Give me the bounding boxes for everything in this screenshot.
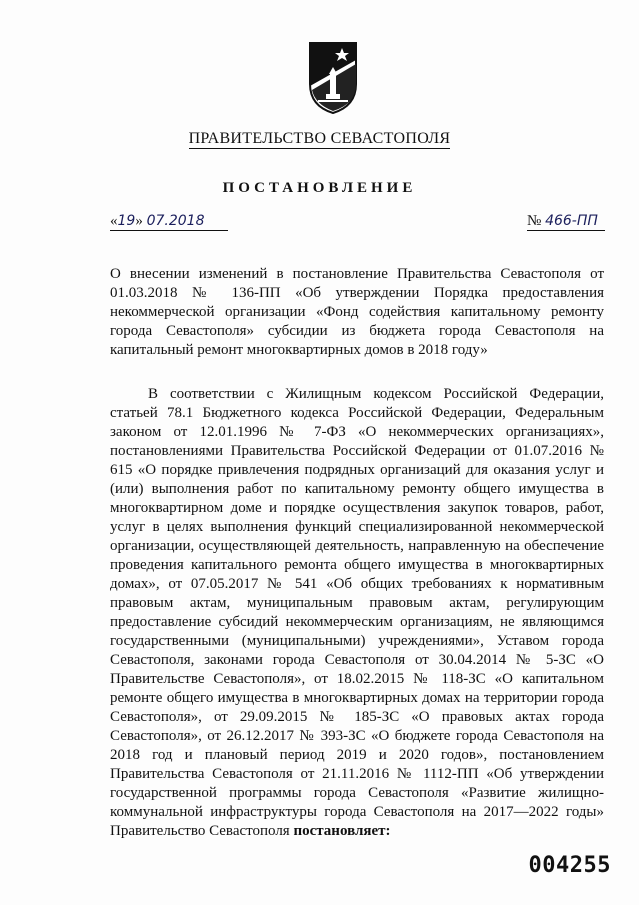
number-prefix: № — [527, 213, 542, 229]
number-value: 466-ПП — [545, 213, 598, 229]
resolution-word: постановляет: — [293, 823, 391, 839]
serial-number: 004255 — [528, 853, 611, 878]
sevastopol-coat-of-arms-icon — [307, 40, 359, 116]
government-title: ПРАВИТЕЛЬСТВО СЕВАСТОПОЛЯ — [188, 130, 451, 147]
date-month-year: 07.2018 — [146, 213, 205, 229]
date-close-quote: » — [135, 213, 143, 229]
document-date — [110, 213, 228, 231]
document-subject: О внесении изменений в постановление Правительства Севастополя от 01.03.2018 № 136-ПП «Об утверждении Порядка предоставления некоммерческой организации «Фонд содействия капитальному ремонту города Севастополя» субсидии из бюджета города Севастополя на капитальный ремонт многоквартирных домов в 2018 году» — [110, 266, 604, 358]
date-day: 19 — [117, 213, 136, 229]
document-body — [110, 385, 604, 841]
document-number — [527, 213, 605, 231]
document-type-heading: ПОСТАНОВЛЕНИЕ — [222, 180, 417, 196]
date-open-quote: « — [110, 213, 118, 229]
body-paragraph: В соответствии с Жилищным кодексом Российской Федерации, статьей 78.1 Бюджетного кодекса Российской Федерации, Федеральным законом от 12.01.1996 № 7-ФЗ «О некоммерческих организациях», постановлениями Правительства Российской Федерации от 01.07.2016 № 615 «О порядке привлечения подрядных организаций для оказания услуг и (или) выполнения работ по капитальному ремонту общего имущества в многоквартирном доме и порядке осуществления закупок товаров, работ, услуг в целях выполнения функций специализированной некоммерческой организации, осуществляющей деятельность, направленную на обеспечение проведения капитального ремонта общего имущества в многоквартирных домах», от 07.05.2017 № 541 «Об общих требованиях к нормативным правовым актам, муниципальным правовым актам, регулирующим предоставление субсидий некоммерческим организациям, не являющимся государственными (муниципальными) учреждениями», Уставом города Севастополя, законами города Севастополя от 30.04.2014 № 5-ЗС «О Правительстве Севастополя», от 18.02.2015 № 118-ЗС «О капитальном ремонте общего имущества в многоквартирных домах на территории города Севастополя», от 29.09.2015 № 185-ЗС «О правовых актах города Севастополя», от 26.12.2017 № 393-ЗС «О бюджете города Севастополя на 2018 год и плановый период 2019 и 2020 годов», постановлением Правительства Севастополя от 21.11.2016 № 1112-ПП «Об утверждении государственной программы города Севастополя «Развитие жилищно-коммунальной инфраструктуры города Севастополя на 2017—2022 годы» Правительство Севастополя — [110, 386, 604, 839]
